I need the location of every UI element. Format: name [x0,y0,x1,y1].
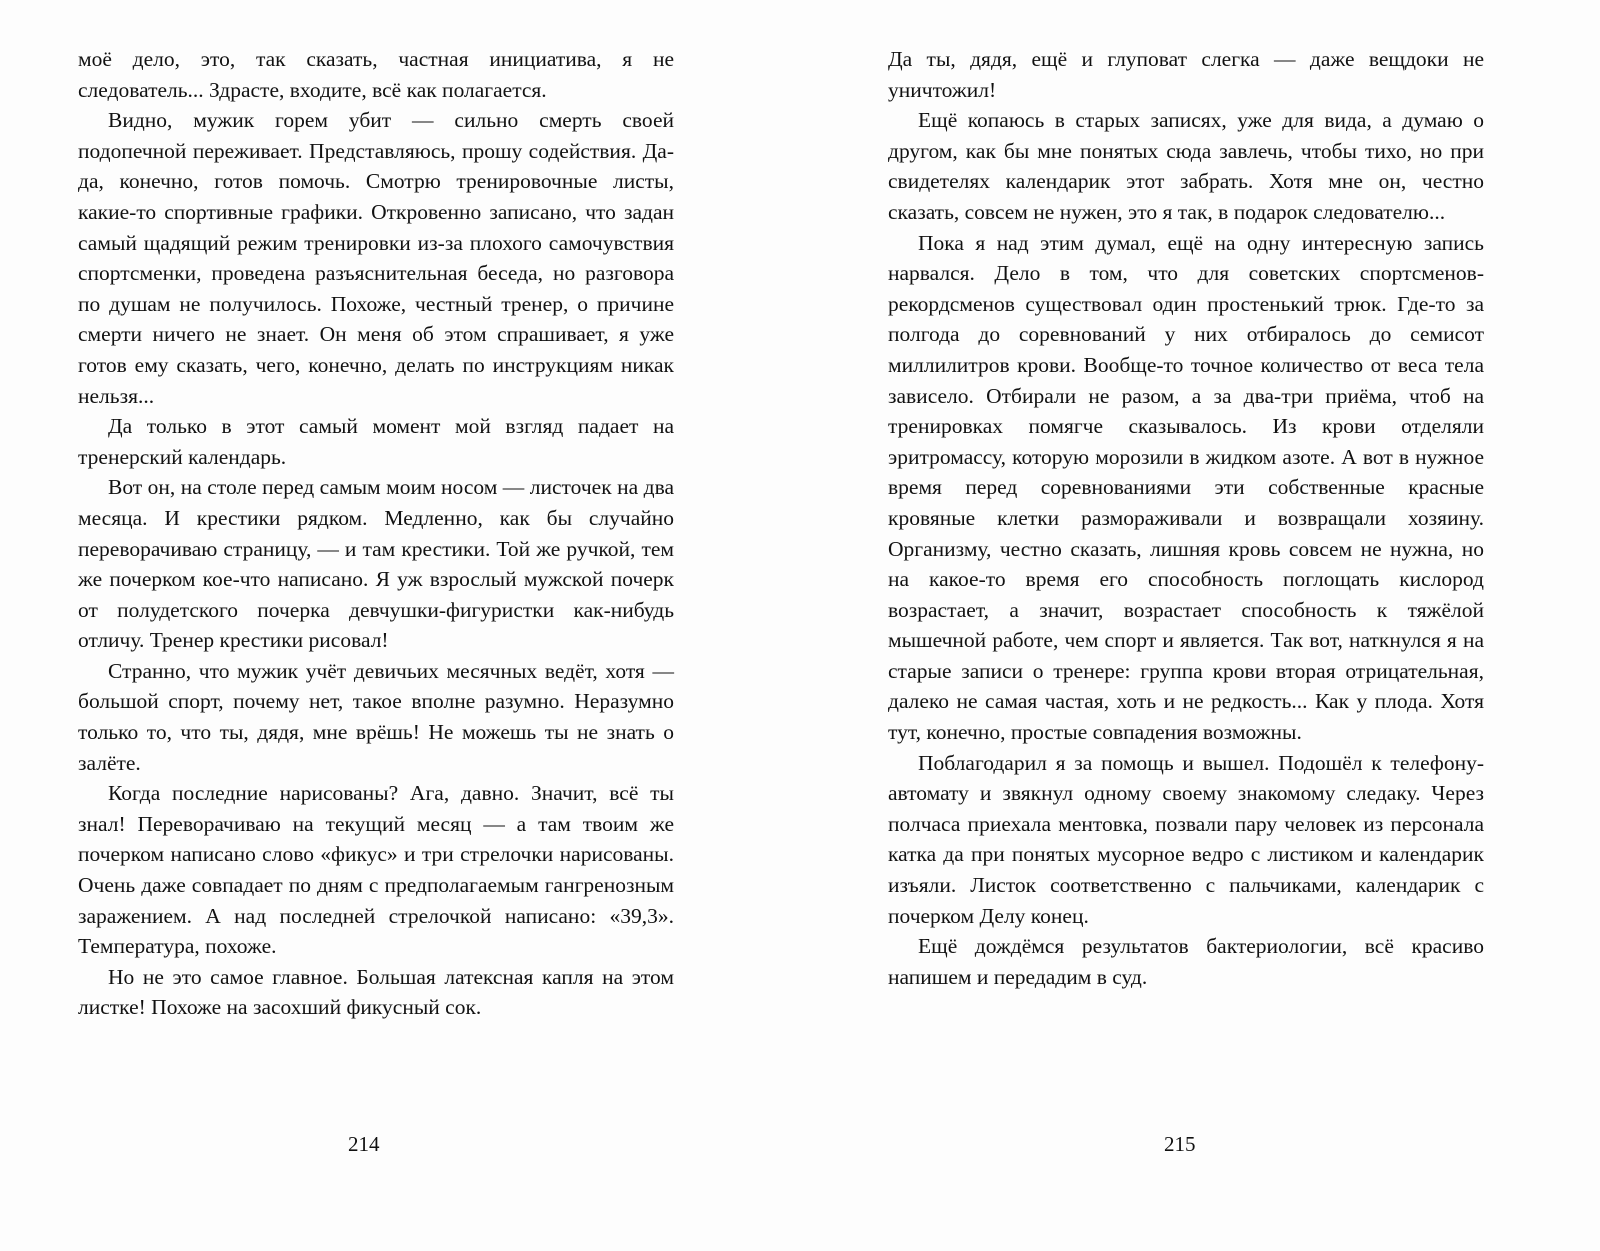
paragraph: Но не это самое главное. Большая латексная капля на этом листке! Похоже на засохший фикусный сок. [78,964,674,1020]
paragraph: Вот он, на столе перед самым моим носом — листочек на два месяца. И крестики рядком. Медленно, как бы случайно переворачиваю страницу, — и там крестики. Той же ручкой, тем же почерком кое-что написано. Я уж взрослый мужской почерк от полудетского почерка девчушки-фигуристки как-нибудь отличу. Тренер крестики рисовал! [78,475,674,653]
paragraph: Ещё дождёмся результатов бактериологии, всё красиво напишем и передадим в суд. [888,934,1484,989]
right-page [800,0,1600,1251]
paragraph: моё дело, это, так сказать, частная инициатива, я не следователь... Здрасте, входите, всё как полагается. [78,47,674,102]
paragraph: Ещё копаюсь в старых записях, уже для вида, а думаю о другом, как бы мне понятых сюда завлечь, чтобы тихо, но при свидетелях календарик этот забрать. Хотя мне он, честно сказать, совсем не нужен, это я так, в подарок следователю... [888,108,1484,224]
page-number-right: 215 [1164,1132,1196,1156]
paragraph: Да только в этот самый момент мой взгляд падает на тренерский календарь. [78,414,674,469]
paragraph: Поблагодарил я за помощь и вышел. Подошёл к телефону-автомату и звякнул одному своему знакомому следаку. Через полчаса приехала ментовка, позвали пару человек из персонала катка да при понятых мусорное ведро с листиком и календарик изъяли. Листок соответственно с пальчиками, календарик с почерком Делу конец. [888,750,1484,928]
paragraph: Когда последние нарисованы? Ага, давно. Значит, всё ты знал! Переворачиваю на текущий месяц — а там твоим же почерком написано слово «фикус» и три стрелочки нарисованы. Очень даже совпадает по дням с предполагаемым гангренозным заражением. А над последней стрелочкой написано: «39,3». Температура, похоже. [78,781,674,959]
page-number-left: 214 [348,1132,380,1156]
paragraph: Пока я над этим думал, ещё на одну интересную запись нарвался. Дело в том, что для советских спортсменов-рекордсменов существовал один простенький трюк. Где-то за полгода до соревнований у них отбиралось до семисот миллилитров крови. Вообще-то точное количество от веса тела зависело. Отбирали не разом, а за два-три приёма, чтоб на тренировках помягче сказывалось. Из крови отделяли эритромассу, которую морозили в жидком азоте. А вот в нужное время перед соревнованиями эти собственные красные кровяные клетки размораживали и возвращали хозяину. Организму, честно сказать, лишняя кровь совсем не нужна, но на какое-то время его способность поглощать кислород возрастает, а значит, возрастает способность к тяжёлой мышечной работе, чем спорт и является. Так вот, наткнулся я на старые записи о тренере: группа крови вторая отрицательная, далеко не самая частая, хоть и не редкость... Как у плода. Хотя тут, конечно, простые совпадения возможны. [888,230,1484,745]
paragraph: Видно, мужик горем убит — сильно смерть своей подопечной переживает. Представляюсь, прошу содействия. Да-да, конечно, готов помочь. Смотрю тренировочные листы, какие-то спортивные графики. Откровенно записано, что задан самый щадящий режим тренировки из-за плохого самочувствия спортсменки, проведена разъяснительная беседа, но разговора по душам не получилось. Похоже, честный тренер, о причине смерти ничего не знает. Он меня об этом спрашивает, я уже готов ему сказать, чего, конечно, делать по инструкциям никак нельзя... [78,108,674,408]
left-page-text [78,44,674,1023]
right-page-text [888,44,1484,992]
paragraph: Да ты, дядя, ещё и глуповат слегка — даже вещдоки не уничтожил! [888,47,1484,102]
paragraph: Странно, что мужик учёт девичьих месячных ведёт, хотя — большой спорт, почему нет, такое вполне разумно. Неразумно только то, что ты, дядя, мне врёшь! Не можешь ты не знать о залёте. [78,658,674,775]
